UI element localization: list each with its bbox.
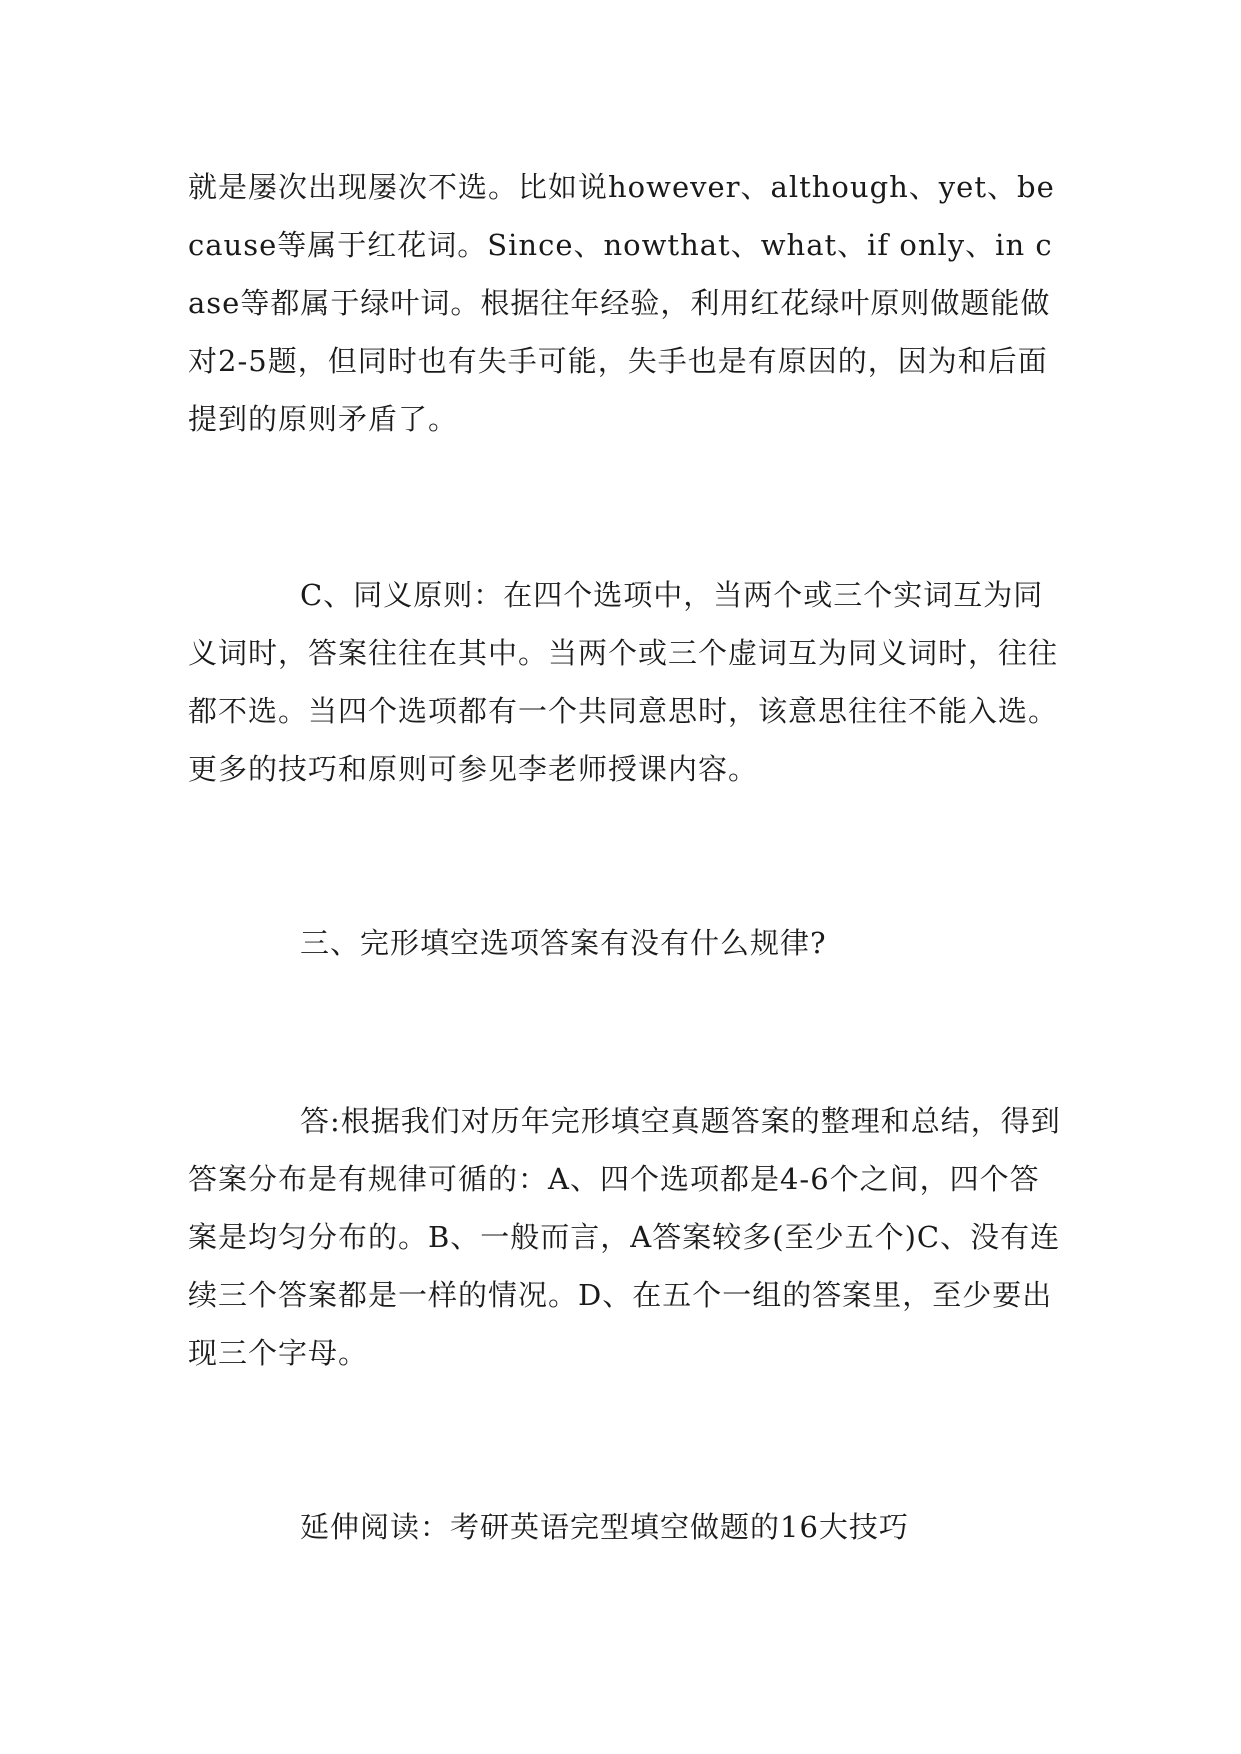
paragraph-answer-distribution: 答:根据我们对历年完形填空真题答案的整理和总结，得到答案分布是有规律可循的：A、四个选项都是4-6个之间，四个答案是均匀分布的。B、一般而言，A答案较多(至少五个)C、没有连续三个答案都是一样的情况。D、在五个一组的答案里，至少要出现三个字母。 [188, 1104, 1061, 1370]
paragraph-synonym-principle: C、同义原则：在四个选项中，当两个或三个实词互为同义词时，答案往往在其中。当两个或三个虚词互为同义词时，往往都不选。当四个选项都有一个共同意思时，该意思往往不能入选。更多的技巧和原则可参见李老师授课内容。 [188, 578, 1059, 786]
further-reading-title: 延伸阅读：考研英语完型填空做题的16大技巧 [300, 1510, 909, 1544]
section-heading-answer-pattern: 三、完形填空选项答案有没有什么规律? [300, 926, 827, 960]
paragraph-red-flower-words: 就是屡次出现屡次不选。比如说however、although、yet、because等属于红花词。Since、nowthat、what、if only、in case等都属于绿叶词。根据往年经验，利用红花绿叶原则做题能做对2-5题，但同时也有失手可能，失手也是有原因的，因为和后面提到的原则矛盾了。 [188, 170, 1055, 436]
